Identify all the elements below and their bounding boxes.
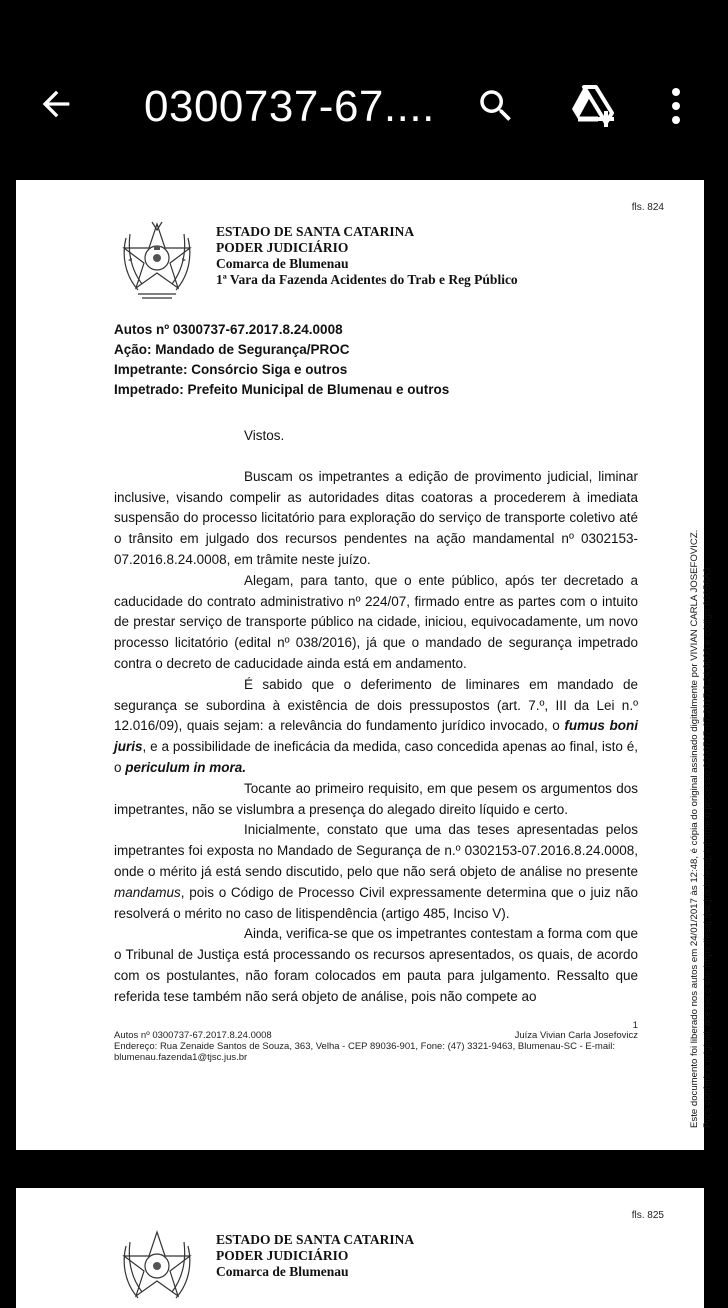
paragraph-6: Ainda, verifica-se que os impetrantes contestam a forma com que o Tribunal de Justiça está processando os recursos apresentados, os quais, de acordo com os postulantes, não foram colocados em pauta para julgamento. Ressalto que referida tese também não será objeto de análise, pois não compete ao [114,926,638,1004]
signature-line-2: Para conferir o original, acesse o site https://esaj.tjsc.jus.br/esaj, informe o processo 0300737-67.2017.8.24.0008 e código 81056A3. [702,564,713,1128]
search-button[interactable] [470,80,522,132]
page-number: 1 [632,1020,638,1031]
folio-number: fls. 824 [631,202,664,213]
case-metadata [114,320,449,400]
paragraph-vistos: Vistos. [244,428,285,443]
signature-line-1: Este documento foi liberado nos autos em 24/01/2017 às 12:48, é cópia do original assinado digitalmente por VIVIAN CARLA JOSEFOVICZ. [689,529,700,1128]
emphasis-periculum: periculum in mora. [125,759,247,775]
footer-email: blumenau.fazenda1@tjsc.jus.br [114,1052,248,1063]
header-district: Comarca de Blumenau [216,256,349,271]
court-crest-icon [118,1228,196,1308]
add-to-drive-button[interactable] [564,78,620,134]
court-crest-icon [118,220,196,300]
more-vert-icon [670,86,682,126]
header-power: PODER JUDICIÁRIO [216,1248,349,1263]
header-power: PODER JUDICIÁRIO [216,240,349,255]
emphasis-fumus: fumus boni juris [114,718,639,755]
footer-address: Endereço: Rua Zenaide Santos de Souza, 363, Velha - CEP 89036-901, Fone: (47) 3321-9463, Blumenau-SC - E-mail: [114,1041,615,1052]
document-page-1 [16,180,713,1150]
paragraph-3: É sabido que o deferimento de liminares em mandado de segurança se subordina à existência de dois pressupostos (art. 7.º, III da Lei n.º 12.016/09), quais sejam: a relevância do fundamento jurídico invocado, o fumus boni juris, e a possibilidade de ineficácia da medida, caso concedida apenas ao final, isto é, o periculum in mora. [114,676,639,775]
search-icon [475,85,517,127]
more-options-button[interactable] [656,80,696,132]
document-viewer[interactable] [0,170,720,1280]
footer-judge: Juíza Vivian Carla Josefovicz [514,1030,638,1041]
app-bar [0,0,720,170]
paragraph-4: Tocante ao primeiro requisito, em que pesem os argumentos dos impetrantes, não se vislumbra a presença do alegado direito líquido e certo. [114,780,638,817]
back-button[interactable] [28,76,84,132]
case-number: Autos nº 0300737-67.2017.8.24.0008 [114,322,343,337]
decision-body [114,426,638,1008]
footer-case-number: Autos nº 0300737-67.2017.8.24.0008 [114,1030,272,1041]
header-state: ESTADO DE SANTA CATARINA [216,224,415,239]
header-court: 1ª Vara da Fazenda Acidentes do Trab e Reg Público [216,272,518,287]
page-footer [114,1020,638,1063]
case-petitioner: Impetrante: Consórcio Siga e outros [114,362,348,377]
case-respondent: Impetrado: Prefeito Municipal de Blumenau e outros [114,382,450,397]
digital-signature-note [688,496,728,1128]
add-to-drive-icon [568,83,616,129]
court-header [216,1232,414,1280]
back-arrow-icon [36,84,76,124]
emphasis-mandamus: mandamus [114,884,181,900]
paragraph-2: Alegam, para tanto, que o ente público, após ter decretado a caducidade do contrato administrativo nº 224/07, firmado entre as partes com o intuito de prestar serviço de transporte público na cidade, iniciou, equivocadamente, um novo processo licitatório (edital nº 038/2016), já que o mandado de segurança impetrado contra o decreto de caducidade ainda está em andamento. [114,572,638,671]
case-action: Ação: Mandado de Segurança/PROC [114,342,350,357]
folio-number: fls. 825 [631,1210,664,1221]
document-title: 0300737-67.... [144,82,435,131]
document-page-2 [16,1188,704,1308]
paragraph-1: Buscam os impetrantes a edição de provimento judicial, liminar inclusive, visando compelir as autoridades ditas coatoras a procederem à imediata suspensão do processo licitatório para exploração do serviço de transporte coletivo até o trânsito em julgado dos recursos pendentes na ação mandamental nº 0302153-07.2016.8.24.0008, em trâmite neste juízo. [114,468,638,567]
header-state: ESTADO DE SANTA CATARINA [216,1232,415,1247]
header-district: Comarca de Blumenau [216,1264,349,1279]
court-header [216,224,518,288]
paragraph-5: Inicialmente, constato que uma das teses apresentadas pelos impetrantes foi exposta no Mandado de Segurança de n.º 0302153-07.2016.8.24.0008, onde o mérito já está sendo discutido, pelo que não será objeto de análise no presente mandamus, pois o Código de Processo Civil expressamente determina que o juiz não resolverá o mérito no caso de litispendência (artigo 485, Inciso V). [114,822,638,921]
